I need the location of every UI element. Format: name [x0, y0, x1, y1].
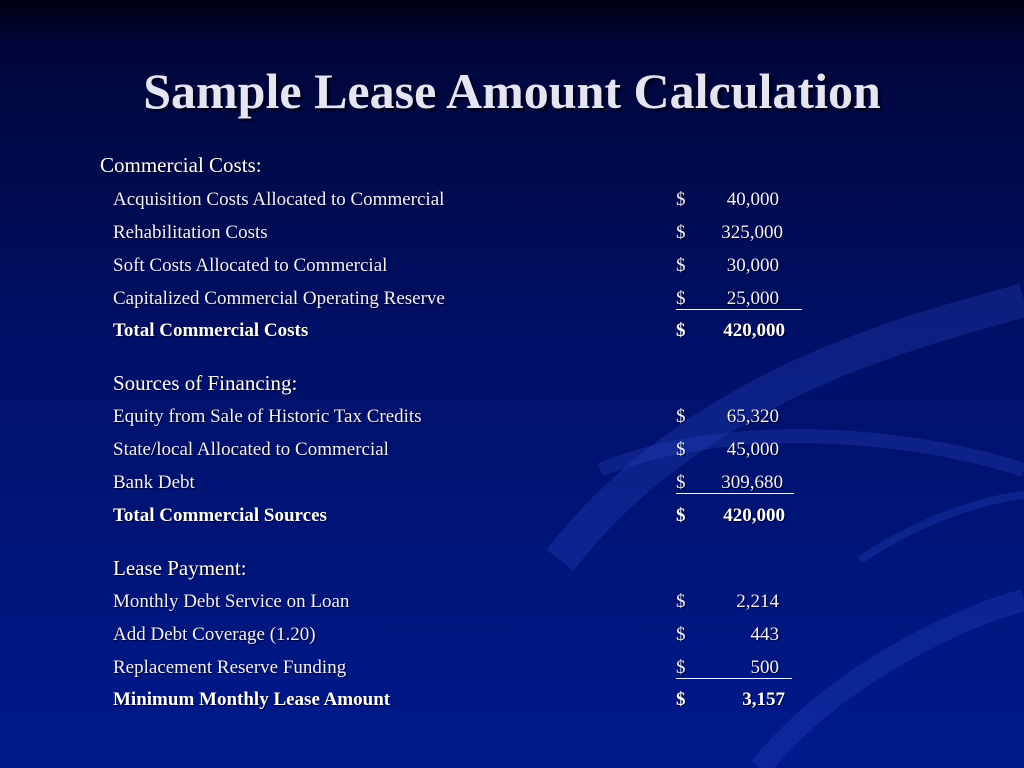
row-amount: 30,000	[726, 255, 779, 276]
row-label: Bank Debt	[113, 472, 195, 493]
table-row	[0, 439, 1024, 469]
row-label: State/local Allocated to Commercial	[113, 439, 389, 460]
row-amount: 65,320	[726, 406, 779, 427]
section-heading-lease-payment: Lease Payment:	[113, 556, 247, 580]
currency-symbol: $	[676, 222, 686, 243]
currency-symbol: $	[676, 624, 686, 645]
table-row	[0, 288, 1024, 318]
currency-symbol: $	[676, 255, 686, 276]
section-heading-sources-of-financing: Sources of Financing:	[113, 371, 298, 395]
row-amount: 40,000	[726, 189, 779, 210]
currency-symbol: $	[676, 439, 686, 460]
subtotal-underline	[676, 309, 802, 310]
row-label: Replacement Reserve Funding	[113, 657, 347, 678]
row-label: Monthly Debt Service on Loan	[113, 591, 350, 612]
row-label: Capitalized Commercial Operating Reserve	[113, 288, 445, 309]
row-label: Acquisition Costs Allocated to Commercial	[113, 189, 445, 210]
table-row-total	[0, 689, 1024, 719]
total-amount: 420,000	[723, 505, 785, 526]
table-row-total	[0, 320, 1024, 350]
table-row	[0, 472, 1024, 502]
table-row	[0, 255, 1024, 285]
table-row	[0, 591, 1024, 621]
row-amount: 325,000	[721, 222, 783, 243]
currency-symbol: $	[676, 657, 686, 678]
currency-symbol: $	[676, 288, 686, 309]
table-row	[0, 657, 1024, 687]
currency-symbol: $	[676, 472, 686, 493]
currency-symbol: $	[676, 320, 686, 341]
section-heading-commercial-costs: Commercial Costs:	[100, 153, 262, 177]
table-row	[0, 406, 1024, 436]
currency-symbol: $	[676, 406, 686, 427]
row-amount: 500	[750, 657, 779, 678]
total-amount: 3,157	[742, 689, 785, 710]
row-amount: 309,680	[721, 472, 783, 493]
currency-symbol: $	[676, 591, 686, 612]
row-label: Add Debt Coverage (1.20)	[113, 624, 316, 645]
table-row-total	[0, 505, 1024, 535]
table-row	[0, 222, 1024, 252]
row-amount: 25,000	[726, 288, 779, 309]
currency-symbol: $	[676, 689, 686, 710]
row-label: Equity from Sale of Historic Tax Credits	[113, 406, 422, 427]
subtotal-underline	[676, 678, 792, 679]
total-label: Minimum Monthly Lease Amount	[113, 689, 391, 710]
row-label: Rehabilitation Costs	[113, 222, 268, 243]
row-label: Soft Costs Allocated to Commercial	[113, 255, 388, 276]
row-amount: 443	[750, 624, 779, 645]
row-amount: 2,214	[736, 591, 779, 612]
currency-symbol: $	[676, 505, 686, 526]
slide-title: Sample Lease Amount Calculation	[143, 63, 881, 119]
total-amount: 420,000	[723, 320, 785, 341]
row-amount: 45,000	[726, 439, 779, 460]
total-label: Total Commercial Sources	[113, 505, 327, 526]
table-row	[0, 624, 1024, 654]
currency-symbol: $	[676, 189, 686, 210]
table-row	[0, 189, 1024, 219]
total-label: Total Commercial Costs	[113, 320, 309, 341]
subtotal-underline	[676, 493, 794, 494]
